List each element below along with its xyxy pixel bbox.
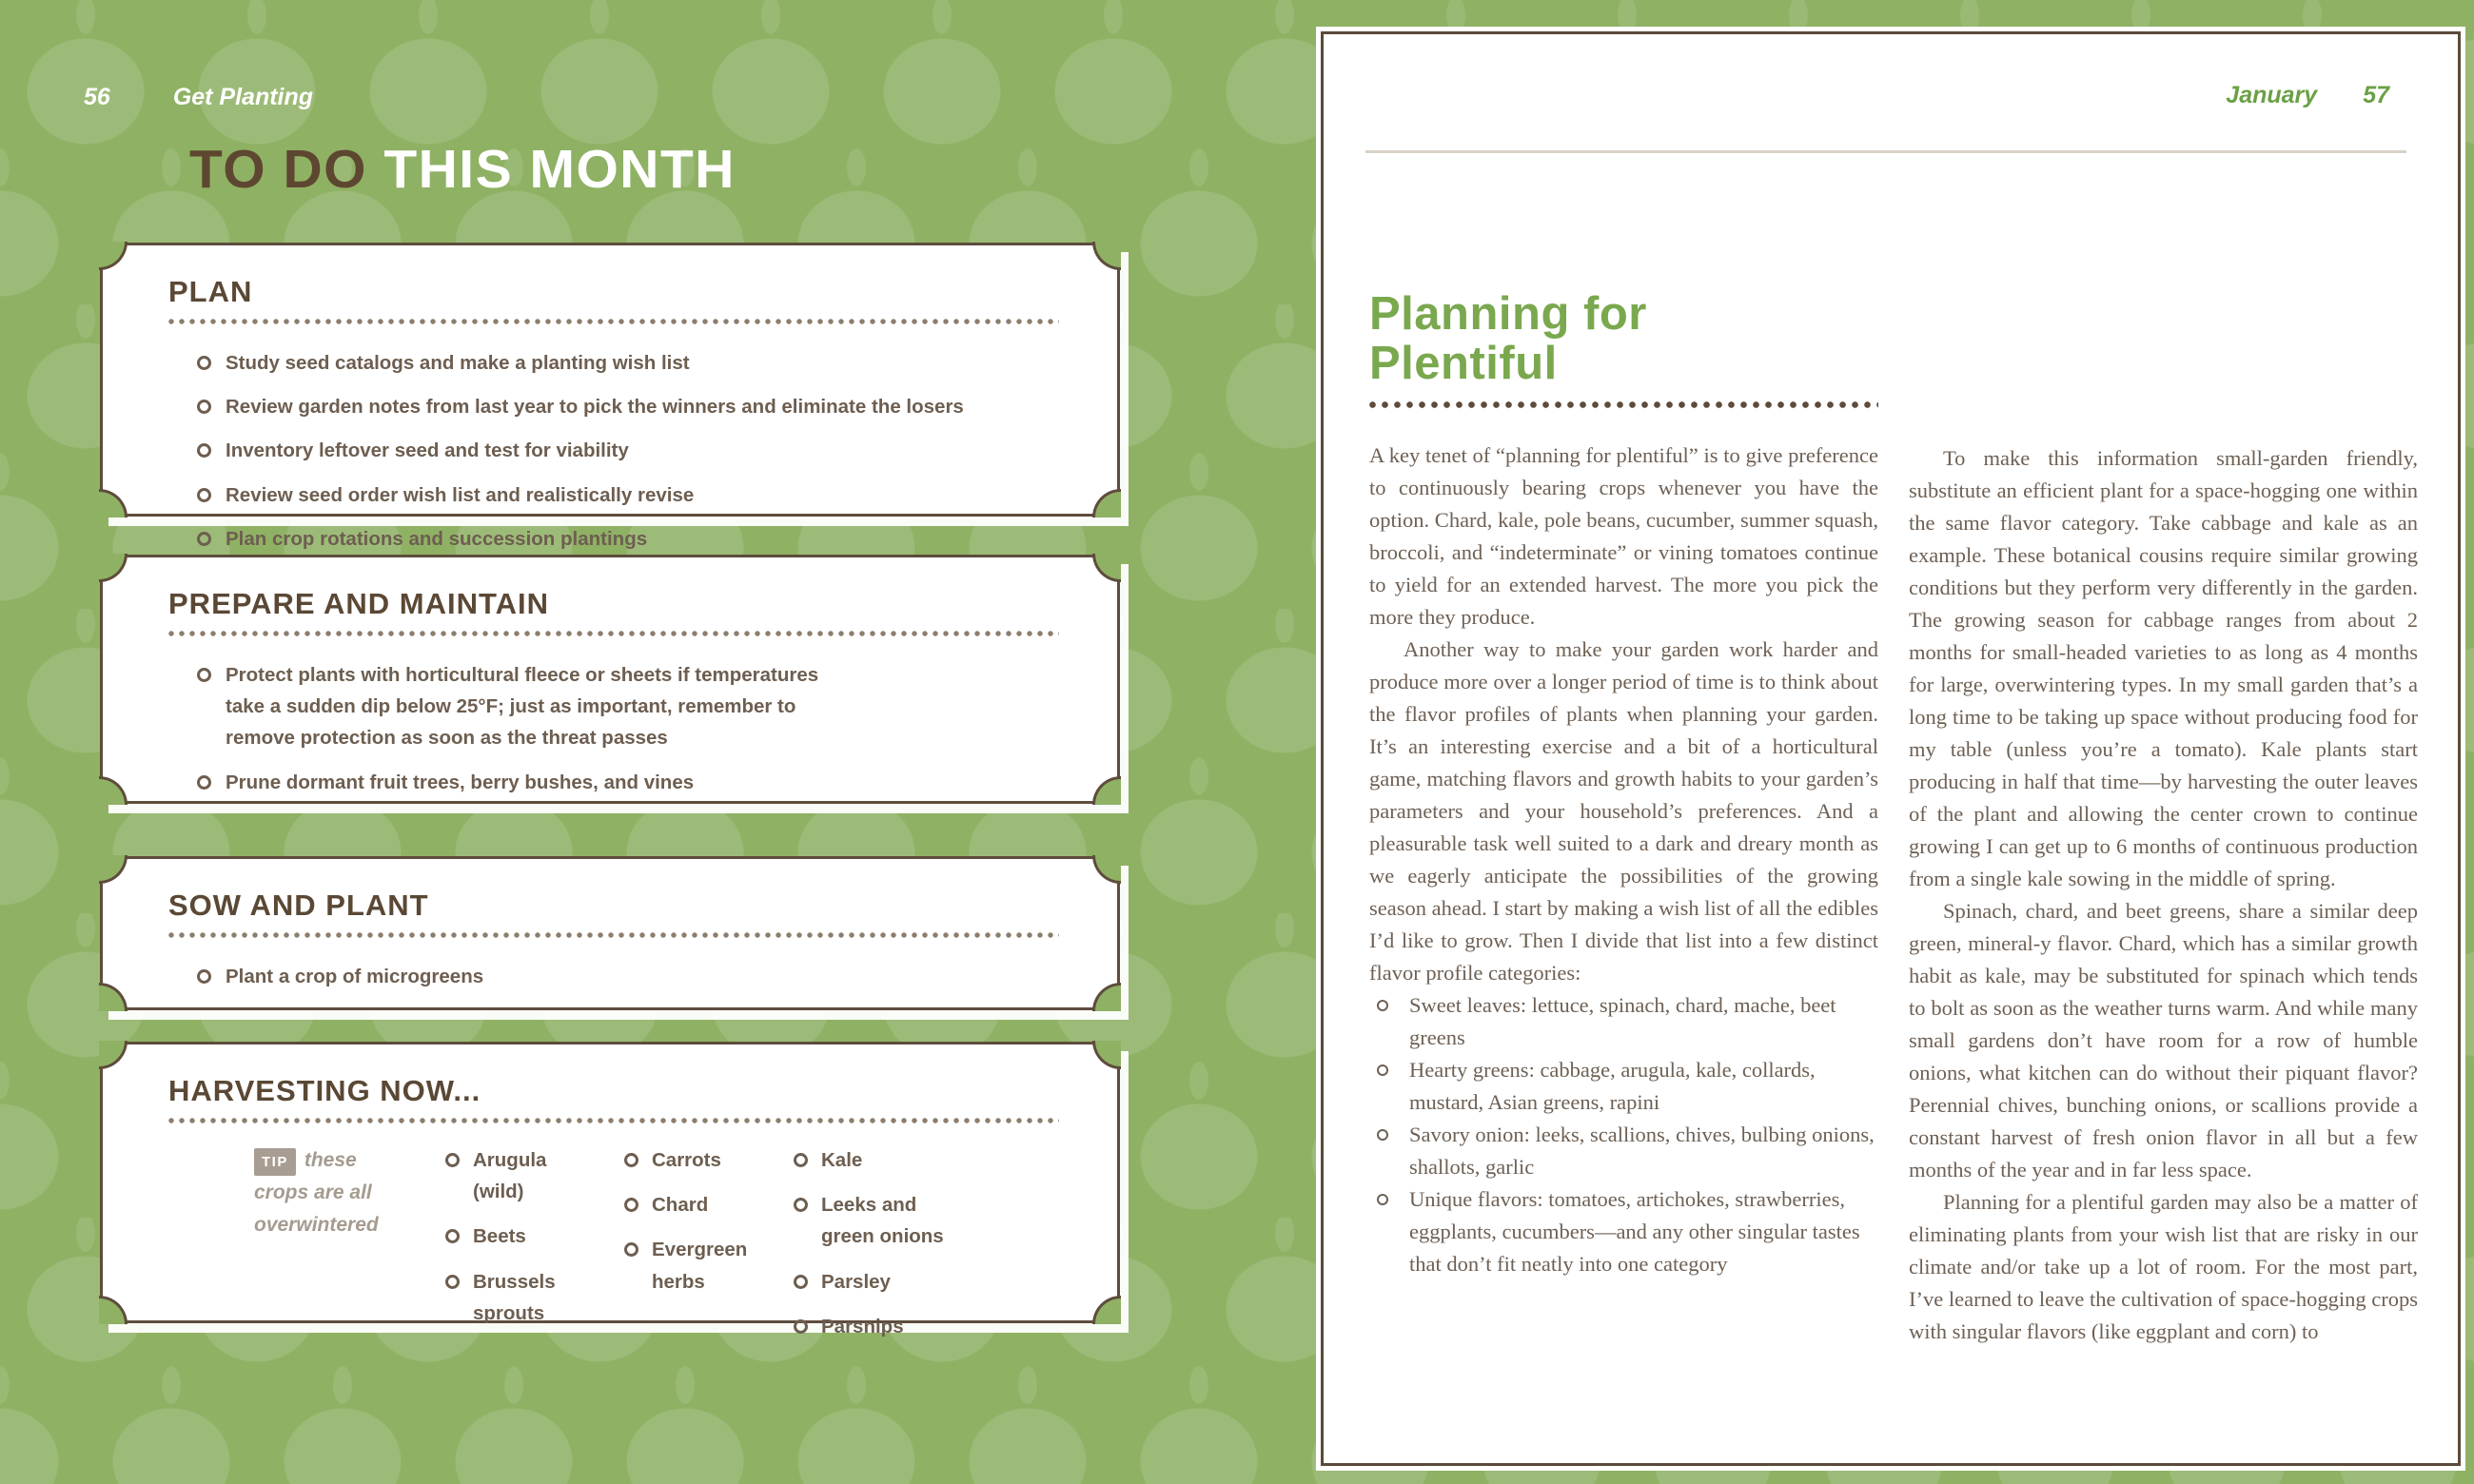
paragraph: To make this information small-garden friendly, substitute an efficient plant for a space-hogging one within the same flavor category. Take cabbage and kale as an example. These botanical cousins require similar growing conditions but they perform very differently in the garden. The growing season for cabbage ranges from about 2 months for small-headed varieties to as long as 4 months for large, overwintering types. In my small garden that’s a long time to be taking up space without producing food for my table (unless you’re a tomato). Kale plants start producing in half that time—by harvesting the outer leaves of the plant and allowing the center crown to continue growing I can get up to 6 months of continuous production from a single kale sowing in the middle of spring. xyxy=(1909,446,2418,890)
flavor-category-list xyxy=(1369,989,1878,1280)
left-page-number: 56 xyxy=(84,84,110,110)
bullet-icon xyxy=(197,668,211,682)
bullet-icon xyxy=(1377,1129,1388,1141)
list-item xyxy=(445,1220,588,1252)
list-item-text: Leeks and green onions xyxy=(821,1194,944,1248)
paragraph: Spinach, chard, and beet greens, share a similar deep green, mineral-y flavor. Chard, which has a similar growth habit as kale, may be substituted for spinach which tends to bolt as soon as the weather turns warm. And while many small gardens don’t have room for a row of humble onions, what kitchen can do without their piquant flavor? Perennial chives, bunching onions, or scallions provide a constant harvest of fresh onion flavor in all but a few months of the year and in far less space. xyxy=(1909,899,2418,1181)
list-item-text: Carrots xyxy=(652,1149,721,1171)
list-item-text: Parsnips xyxy=(821,1315,904,1338)
list-item-text: Protect plants with horticultural fleece or sheets if temperatures take a sudden dip below 25°F; just as important, remember to remove protection as soon as the threat passes xyxy=(226,664,819,750)
tip-note xyxy=(254,1144,409,1356)
list-item-text: Plan crop rotations and succession plantings xyxy=(226,527,648,550)
list-item xyxy=(197,479,1059,511)
bullet-icon xyxy=(197,969,211,984)
list-item xyxy=(794,1266,960,1298)
page-title-secondary: THIS MONTH xyxy=(383,139,736,200)
paragraph: Another way to make your garden work harder and produce more over a longer period of time is to think about the flavor profiles of plants when planning your garden. It’s an interesting exercise and a bit of a horticultural game, matching flavors and growth habits to your garden’s parameters and your household’s preferences. And a pleasurable task well suited to a dark and dreary month as we eagerly anticipate the possibilities of the growing season ahead. I start by making a wish list of all the edibles I’d like to grow. Then I divide that list into a few distinct flavor profile categories: xyxy=(1369,637,1878,985)
left-page-header xyxy=(84,84,313,111)
sow-plant-box xyxy=(100,856,1120,1010)
bullet-icon xyxy=(197,356,211,370)
paragraph: A key tenet of “planning for plentiful” is to give preference to continuously bearing crops whenever you have the option. Chard, kale, pole beans, cucumber, summer squash, broccoli, and “indeterminate” or vining tomatoes continue to yield for an extended harvest. The more you pick the more they produce. xyxy=(1369,443,1878,629)
bullet-icon xyxy=(1377,1064,1388,1076)
list-item xyxy=(624,1144,757,1176)
card-content xyxy=(100,243,1120,555)
right-page-number: 57 xyxy=(2363,82,2389,108)
list-item-text: Hearty greens: cabbage, arugula, kale, collards, mustard, Asian greens, rapini xyxy=(1409,1058,1816,1114)
list-item-text: Beets xyxy=(473,1225,526,1248)
dotted-rule xyxy=(168,1118,1059,1123)
todo-list xyxy=(168,347,1059,555)
card-content xyxy=(100,856,1120,992)
page-title-primary: TO DO xyxy=(189,139,367,200)
box-heading: HARVESTING NOW... xyxy=(168,1074,481,1107)
right-running-head: January xyxy=(2226,82,2318,108)
list-item-text: Prune dormant fruit trees, berry bushes, and vines xyxy=(226,771,695,793)
list-item-text: Parsley xyxy=(821,1270,891,1293)
article-column-right xyxy=(1909,289,2418,1348)
list-item xyxy=(794,1189,960,1252)
list-item-text: Plant a crop of microgreens xyxy=(226,966,484,987)
list-item-text: Chard xyxy=(652,1194,709,1217)
bullet-icon xyxy=(197,532,211,546)
list-item-text: Unique flavors: tomatoes, artichokes, strawberries, eggplants, cucumbers—and any other singular tastes that don’t fit neatly into one category xyxy=(1409,1187,1860,1276)
bullet-icon xyxy=(197,488,211,502)
bullet-icon xyxy=(624,1242,638,1257)
list-item xyxy=(794,1311,960,1342)
harvest-column-2 xyxy=(624,1144,757,1356)
bullet-icon xyxy=(197,400,211,414)
list-item-text: Study seed catalogs and make a planting wish list xyxy=(226,352,690,374)
list-item xyxy=(445,1144,588,1207)
bullet-icon xyxy=(624,1198,638,1212)
article-body xyxy=(1369,439,1878,1280)
list-item-text: Kale xyxy=(821,1149,863,1171)
list-item-text: Savory onion: leeks, scallions, chives, bulbing onions, shallots, garlic xyxy=(1409,1123,1875,1179)
bullet-icon xyxy=(794,1275,808,1289)
article xyxy=(1369,289,2418,1348)
bullet-icon xyxy=(794,1198,808,1212)
tip-text: these crops are all overwintered xyxy=(254,1149,379,1237)
list-item xyxy=(445,1266,588,1329)
article-column-left xyxy=(1369,289,1878,1348)
bullet-icon xyxy=(197,775,211,790)
list-item xyxy=(197,659,1059,754)
list-item-text: Sweet leaves: lettuce, spinach, chard, mache, beet greens xyxy=(1409,993,1836,1049)
list-item-text: Review garden notes from last year to pick the winners and eliminate the losers xyxy=(226,396,964,419)
bullet-icon xyxy=(445,1153,460,1167)
list-item xyxy=(794,1144,960,1176)
bullet-icon xyxy=(197,443,211,458)
bullet-icon xyxy=(624,1153,638,1167)
right-page xyxy=(1316,27,2465,1471)
dotted-rule xyxy=(168,932,1059,938)
list-item xyxy=(197,391,1059,422)
plan-box xyxy=(100,243,1120,550)
dotted-rule xyxy=(168,319,1059,324)
page-title xyxy=(189,139,736,200)
prepare-maintain-box xyxy=(100,555,1120,804)
todo-list xyxy=(168,659,1059,798)
list-item-text: Evergreen herbs xyxy=(652,1239,748,1293)
left-running-head: Get Planting xyxy=(172,84,314,110)
bullet-icon xyxy=(445,1275,460,1289)
list-item-text: Brussels sprouts xyxy=(473,1270,556,1324)
card-content xyxy=(100,1042,1120,1356)
list-item xyxy=(624,1234,757,1297)
harvesting-now-box xyxy=(100,1042,1120,1338)
list-item xyxy=(1369,989,1878,1054)
bullet-icon xyxy=(1377,1000,1388,1011)
tip-badge: TIP xyxy=(254,1148,296,1176)
list-item xyxy=(197,767,1059,798)
harvest-column-3 xyxy=(794,1144,960,1356)
dotted-rule xyxy=(168,631,1059,636)
bullet-icon xyxy=(794,1153,808,1167)
list-item-text: Inventory leftover seed and test for viability xyxy=(226,439,629,462)
list-item xyxy=(1369,1183,1878,1280)
list-item xyxy=(1369,1054,1878,1119)
article-title: Planning for Plentiful xyxy=(1369,288,1647,389)
dotted-rule xyxy=(1369,401,1878,408)
box-heading: SOW AND PLANT xyxy=(168,888,429,922)
list-item-text: Review seed order wish list and realistically revise xyxy=(226,483,695,506)
list-item xyxy=(197,435,1059,466)
list-item xyxy=(197,523,1059,555)
right-page-header xyxy=(2226,82,2389,109)
list-item xyxy=(1369,1119,1878,1183)
box-heading: PREPARE AND MAINTAIN xyxy=(168,587,550,620)
list-item xyxy=(624,1189,757,1220)
bullet-icon xyxy=(1377,1194,1388,1205)
todo-list xyxy=(168,961,1059,992)
harvest-columns xyxy=(254,1144,1059,1356)
list-item-text: Arugula (wild) xyxy=(473,1149,547,1203)
top-rule xyxy=(1365,150,2406,153)
list-item xyxy=(197,961,1059,992)
box-heading: PLAN xyxy=(168,275,253,308)
paragraph: Planning for a plentiful garden may also be a matter of eliminating plants from your wish list that are risky in our climate and/or take up a lot of room. For the most part, I’ve learned to leave the cultivation of space-hogging crops with singular flavors (like eggplant and corn) to xyxy=(1909,1190,2418,1343)
list-item xyxy=(197,347,1059,379)
harvest-column-1 xyxy=(445,1144,588,1356)
bullet-icon xyxy=(794,1319,808,1334)
bullet-icon xyxy=(445,1229,460,1243)
card-content xyxy=(100,555,1120,798)
